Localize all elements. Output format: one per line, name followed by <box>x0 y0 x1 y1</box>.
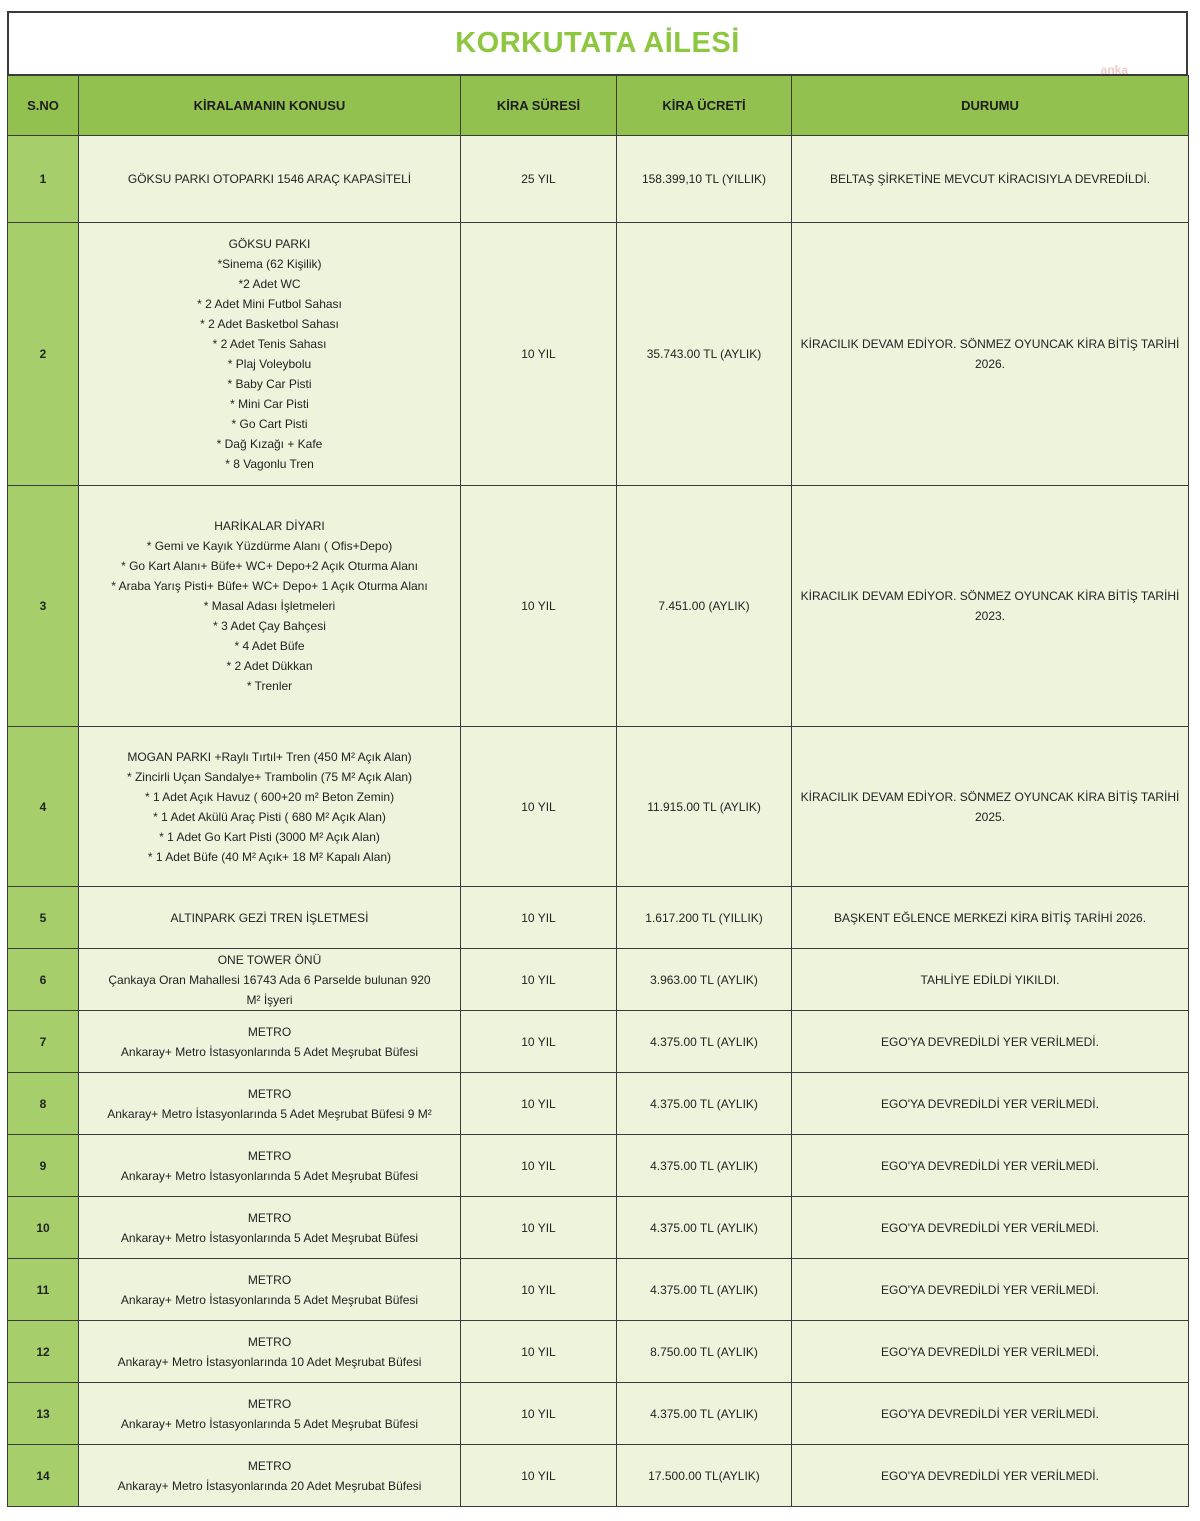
row-subject <box>79 1445 461 1507</box>
table-row <box>8 1011 1189 1073</box>
row-status: EGO'YA DEVREDİLDİ YER VERİLMEDİ. <box>792 1197 1189 1259</box>
row-subject <box>79 1321 461 1383</box>
subject-line: * Go Cart Pisti <box>231 417 308 431</box>
row-duration: 25 YIL <box>461 136 617 223</box>
table-row <box>8 1321 1189 1383</box>
subject-title: ONE TOWER ÖNÜ <box>217 952 322 967</box>
row-number: 12 <box>8 1321 79 1383</box>
subject-line: * Gemi ve Kayık Yüzdürme Alanı ( Ofis+Depo) <box>146 539 393 553</box>
subject-line: * 4 Adet Büfe <box>234 639 305 653</box>
subject-title: ALTINPARK GEZİ TREN İŞLETMESİ <box>170 910 369 925</box>
row-subject <box>79 1259 461 1321</box>
row-subject <box>79 223 461 486</box>
row-subject <box>79 1383 461 1445</box>
watermark: anka <box>1100 63 1128 77</box>
header-status: DURUMU <box>792 76 1189 136</box>
subject-line: M² İşyeri <box>246 992 293 1007</box>
table-row <box>8 1135 1189 1197</box>
row-subject <box>79 486 461 727</box>
subject-line: * Plaj Voleybolu <box>227 357 312 371</box>
row-number: 7 <box>8 1011 79 1073</box>
row-number: 4 <box>8 727 79 887</box>
header-sno: S.NO <box>8 76 79 136</box>
subject-line: * Mini Car Pisti <box>230 397 309 411</box>
subject-line: * Baby Car Pisti <box>227 377 312 391</box>
row-status: KİRACILIK DEVAM EDİYOR. SÖNMEZ OYUNCAK KİRA BİTİŞ TARİHİ 2025. <box>792 727 1189 887</box>
row-duration: 10 YIL <box>461 887 617 949</box>
subject-title: METRO <box>247 1272 292 1287</box>
row-fee: 35.743.00 TL (AYLIK) <box>617 223 792 486</box>
subject-line: * 2 Adet Basketbol Sahası <box>200 317 339 331</box>
row-number: 2 <box>8 223 79 486</box>
row-status: KİRACILIK DEVAM EDİYOR. SÖNMEZ OYUNCAK KİRA BİTİŞ TARİHİ 2026. <box>792 223 1189 486</box>
row-duration: 10 YIL <box>461 1321 617 1383</box>
row-subject <box>79 887 461 949</box>
subject-line: Ankaray+ Metro İstasyonlarında 10 Adet Meşrubat Büfesi <box>117 1354 422 1369</box>
row-subject <box>79 727 461 887</box>
row-duration: 10 YIL <box>461 1197 617 1259</box>
row-status: EGO'YA DEVREDİLDİ YER VERİLMEDİ. <box>792 1135 1189 1197</box>
subject-line: * Dağ Kızağı + Kafe <box>216 437 323 451</box>
row-status: EGO'YA DEVREDİLDİ YER VERİLMEDİ. <box>792 1321 1189 1383</box>
row-status: KİRACILIK DEVAM EDİYOR. SÖNMEZ OYUNCAK KİRA BİTİŞ TARİHİ 2023. <box>792 486 1189 727</box>
row-status: EGO'YA DEVREDİLDİ YER VERİLMEDİ. <box>792 1073 1189 1135</box>
subject-title: METRO <box>247 1024 292 1039</box>
row-fee: 4.375.00 TL (AYLIK) <box>617 1011 792 1073</box>
subject-line: Ankaray+ Metro İstasyonlarında 5 Adet Meşrubat Büfesi 9 M² <box>107 1106 432 1121</box>
subject-title: METRO <box>247 1334 292 1349</box>
row-number: 3 <box>8 486 79 727</box>
row-fee: 4.375.00 TL (AYLIK) <box>617 1259 792 1321</box>
row-subject <box>79 1011 461 1073</box>
table-row <box>8 949 1189 1011</box>
table-row <box>8 1445 1189 1507</box>
row-duration: 10 YIL <box>461 1011 617 1073</box>
table-row <box>8 727 1189 887</box>
subject-line: * Zincirli Uçan Sandalye+ Trambolin (75 M² Açık Alan) <box>126 769 413 784</box>
subject-title: GÖKSU PARKI OTOPARKI 1546 ARAÇ KAPASİTELİ <box>127 172 412 186</box>
subject-line: Ankaray+ Metro İstasyonlarında 20 Adet Meşrubat Büfesi <box>117 1478 422 1493</box>
row-number: 1 <box>8 136 79 223</box>
subject-line: * 2 Adet Tenis Sahası <box>212 337 327 351</box>
row-status: EGO'YA DEVREDİLDİ YER VERİLMEDİ. <box>792 1011 1189 1073</box>
header-fee: KİRA ÜCRETİ <box>617 76 792 136</box>
subject-line: Ankaray+ Metro İstasyonlarında 5 Adet Meşrubat Büfesi <box>120 1230 419 1245</box>
row-number: 10 <box>8 1197 79 1259</box>
row-fee: 4.375.00 TL (AYLIK) <box>617 1135 792 1197</box>
row-status: BAŞKENT EĞLENCE MERKEZİ KİRA BİTİŞ TARİHİ 2026. <box>792 887 1189 949</box>
row-fee: 158.399,10 TL (YILLIK) <box>617 136 792 223</box>
subject-line: * Trenler <box>246 679 293 693</box>
table-row <box>8 136 1189 223</box>
row-fee: 11.915.00 TL (AYLIK) <box>617 727 792 887</box>
table-row <box>8 887 1189 949</box>
subject-title: HARİKALAR DİYARI <box>214 519 325 533</box>
row-fee: 1.617.200 TL (YILLIK) <box>617 887 792 949</box>
subject-line: * Go Kart Alanı+ Büfe+ WC+ Depo+2 Açık Oturma Alanı <box>121 559 418 573</box>
subject-title: MOGAN PARKI +Raylı Tırtıl+ Tren (450 M² Açık Alan) <box>127 749 412 764</box>
subject-title: METRO <box>247 1396 292 1411</box>
row-status: BELTAŞ ŞİRKETİNE MEVCUT KİRACISIYLA DEVREDİLDİ. <box>792 136 1189 223</box>
subject-line: * 8 Vagonlu Tren <box>225 457 314 471</box>
row-number: 9 <box>8 1135 79 1197</box>
table-row <box>8 1259 1189 1321</box>
row-number: 8 <box>8 1073 79 1135</box>
row-duration: 10 YIL <box>461 949 617 1011</box>
subject-line: *Sinema (62 Kişilik) <box>217 257 322 271</box>
row-duration: 10 YIL <box>461 1383 617 1445</box>
subject-line: Ankaray+ Metro İstasyonlarında 5 Adet Meşrubat Büfesi <box>120 1292 419 1307</box>
table-row <box>8 1383 1189 1445</box>
row-duration: 10 YIL <box>461 223 617 486</box>
row-duration: 10 YIL <box>461 1259 617 1321</box>
subject-title: GÖKSU PARKI <box>228 237 311 251</box>
row-number: 6 <box>8 949 79 1011</box>
subject-line: * Araba Yarış Pisti+ Büfe+ WC+ Depo+ 1 Açık Oturma Alanı <box>111 579 428 593</box>
table-row <box>8 223 1189 486</box>
row-fee: 4.375.00 TL (AYLIK) <box>617 1073 792 1135</box>
table-body <box>8 136 1189 1507</box>
subject-line: *2 Adet WC <box>238 277 301 291</box>
subject-line: Ankaray+ Metro İstasyonlarında 5 Adet Meşrubat Büfesi <box>120 1416 419 1431</box>
header-subject: KİRALAMANIN KONUSU <box>79 76 461 136</box>
row-status: EGO'YA DEVREDİLDİ YER VERİLMEDİ. <box>792 1259 1189 1321</box>
subject-line: * 1 Adet Akülü Araç Pisti ( 680 M² Açık Alan) <box>153 809 386 824</box>
row-status: TAHLİYE EDİLDİ YIKILDI. <box>792 949 1189 1011</box>
row-number: 5 <box>8 887 79 949</box>
row-number: 11 <box>8 1259 79 1321</box>
row-duration: 10 YIL <box>461 1135 617 1197</box>
row-fee: 8.750.00 TL (AYLIK) <box>617 1321 792 1383</box>
subject-line: * 2 Adet Mini Futbol Sahası <box>197 297 342 311</box>
subject-title: METRO <box>247 1086 292 1101</box>
subject-line: * 2 Adet Dükkan <box>226 659 313 673</box>
header-duration: KİRA SÜRESİ <box>461 76 617 136</box>
lease-table <box>7 75 1189 1507</box>
title-box <box>7 11 1188 75</box>
subject-title: METRO <box>247 1458 292 1473</box>
row-subject <box>79 1073 461 1135</box>
subject-line: Ankaray+ Metro İstasyonlarında 5 Adet Meşrubat Büfesi <box>120 1044 419 1059</box>
row-number: 13 <box>8 1383 79 1445</box>
row-subject <box>79 1135 461 1197</box>
subject-title: METRO <box>247 1210 292 1225</box>
table-row <box>8 1197 1189 1259</box>
row-number: 14 <box>8 1445 79 1507</box>
row-fee: 4.375.00 TL (AYLIK) <box>617 1197 792 1259</box>
subject-line: * 1 Adet Açık Havuz ( 600+20 m² Beton Zemin) <box>144 789 395 804</box>
row-fee: 17.500.00 TL(AYLIK) <box>617 1445 792 1507</box>
row-subject <box>79 949 461 1011</box>
subject-line: * 3 Adet Çay Bahçesi <box>213 619 326 633</box>
row-status: EGO'YA DEVREDİLDİ YER VERİLMEDİ. <box>792 1445 1189 1507</box>
subject-line: * 1 Adet Büfe (40 M² Açık+ 18 M² Kapalı Alan) <box>147 849 392 864</box>
row-subject <box>79 1197 461 1259</box>
table-row <box>8 1073 1189 1135</box>
row-status: EGO'YA DEVREDİLDİ YER VERİLMEDİ. <box>792 1383 1189 1445</box>
subject-line: * Masal Adası İşletmeleri <box>203 599 336 613</box>
table-row <box>8 486 1189 727</box>
row-fee: 7.451.00 (AYLIK) <box>617 486 792 727</box>
subject-line: Ankaray+ Metro İstasyonlarında 5 Adet Meşrubat Büfesi <box>120 1168 419 1183</box>
row-duration: 10 YIL <box>461 727 617 887</box>
row-subject <box>79 136 461 223</box>
row-fee: 3.963.00 TL (AYLIK) <box>617 949 792 1011</box>
row-duration: 10 YIL <box>461 1073 617 1135</box>
subject-line: Çankaya Oran Mahallesi 16743 Ada 6 Parselde bulunan 920 <box>108 972 431 987</box>
row-fee: 4.375.00 TL (AYLIK) <box>617 1383 792 1445</box>
page-title: KORKUTATA AİLESİ <box>455 27 740 59</box>
subject-line: * 1 Adet Go Kart Pisti (3000 M² Açık Alan) <box>159 829 380 844</box>
row-duration: 10 YIL <box>461 486 617 727</box>
table-header-row <box>8 76 1189 136</box>
subject-title: METRO <box>247 1148 292 1163</box>
document-sheet <box>7 11 1188 1507</box>
row-duration: 10 YIL <box>461 1445 617 1507</box>
